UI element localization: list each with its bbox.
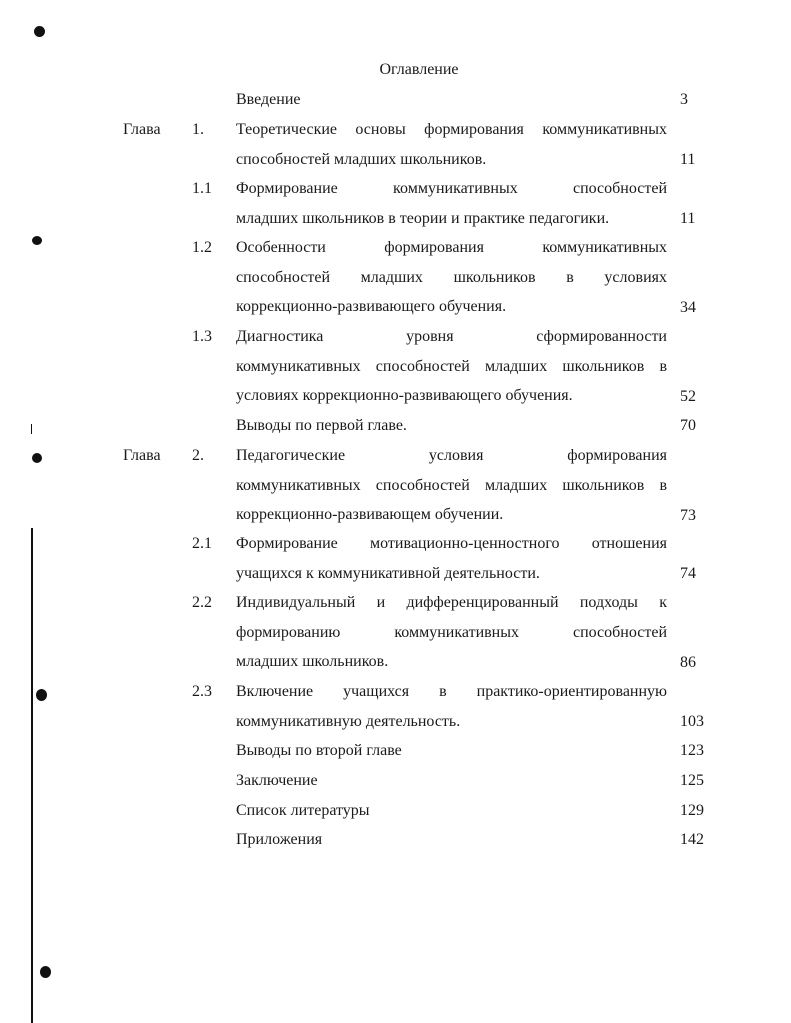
entry-page: 3 <box>680 91 688 108</box>
entry-chapter-label: Глава <box>123 447 161 464</box>
entry-title-line: коррекционно-развивающем обучении. <box>236 506 504 524</box>
entry-title-line: Заключение <box>236 772 318 789</box>
entry-number: 1.1 <box>192 180 212 197</box>
entry-title-line: способностей младших школьников. <box>236 150 487 168</box>
toc-entry <box>0 322 791 405</box>
entry-title <box>236 736 667 766</box>
entry-number: 2. <box>192 447 204 464</box>
entry-title-line: коррекционно-развивающего обучения. <box>236 298 507 316</box>
entry-title-line: Введение <box>236 91 301 108</box>
entry-page: 11 <box>680 151 696 168</box>
entry-title-line: коммуникативных способностей младших школьников в <box>236 357 667 375</box>
entry-page: 74 <box>680 565 696 582</box>
entry-title-line: Формирование коммуникативных способностей <box>236 180 667 197</box>
entry-title-line: Выводы по первой главе. <box>236 417 407 434</box>
entry-title <box>236 322 667 411</box>
entry-page: 73 <box>680 507 696 524</box>
entry-page: 142 <box>680 831 704 848</box>
entry-title <box>236 441 667 530</box>
entry-page: 129 <box>680 802 704 819</box>
entry-title <box>236 174 667 233</box>
entry-title <box>236 233 667 322</box>
toc-entry <box>0 115 791 168</box>
toc-entry <box>0 441 791 524</box>
entry-number: 2.3 <box>192 683 212 700</box>
entry-title-line: Диагностика уровня сформированности <box>236 328 667 345</box>
entry-title-line: Формирование мотивационно-ценностного отношения <box>236 535 667 552</box>
entry-title <box>236 115 667 174</box>
entry-title <box>236 588 667 677</box>
toc-entry <box>0 233 791 316</box>
entry-number: 1. <box>192 121 204 138</box>
scan-mark <box>32 453 42 463</box>
toc-entry <box>0 796 791 826</box>
entry-title-line: Выводы по второй главе <box>236 742 402 759</box>
toc-entry <box>0 766 791 796</box>
scan-mark <box>40 966 51 978</box>
scan-mark <box>36 689 47 701</box>
entry-number: 2.1 <box>192 535 212 552</box>
entry-title-line: Список литературы <box>236 802 370 819</box>
entry-title-line: формированию коммуникативных способностей <box>236 623 667 641</box>
entry-title-line: Индивидуальный и дифференцированный подходы к <box>236 594 667 611</box>
entry-title-line: коммуникативных способностей младших школьников в <box>236 476 667 494</box>
entry-title-line: Педагогические условия формирования <box>236 447 667 464</box>
entry-chapter-label: Глава <box>123 121 161 138</box>
scan-edge-line <box>31 424 32 434</box>
entry-title-line: Теоретические основы формирования коммуникативных <box>236 121 667 138</box>
toc-entry <box>0 825 791 855</box>
entry-title-line: младших школьников. <box>236 653 389 671</box>
entry-page: 52 <box>680 388 696 405</box>
entry-title-line: младших школьников в теории и практике педагогики. <box>236 209 610 227</box>
entry-page: 86 <box>680 654 696 671</box>
entry-title-line: условиях коррекционно-развивающего обучения. <box>236 387 573 405</box>
toc-entry <box>0 85 791 115</box>
toc-entry <box>0 174 791 227</box>
entry-title <box>236 677 667 736</box>
entry-number: 1.3 <box>192 328 212 345</box>
entry-title <box>236 529 667 588</box>
entry-title-line: коммуникативную деятельность. <box>236 712 461 730</box>
entry-page: 34 <box>680 299 696 316</box>
entry-number: 1.2 <box>192 239 212 256</box>
entry-title <box>236 825 667 855</box>
toc-title: Оглавление <box>379 61 459 78</box>
entry-page: 70 <box>680 417 696 434</box>
entry-title <box>236 411 667 441</box>
entry-title-line: способностей младших школьников в условиях <box>236 268 667 286</box>
toc-entry <box>0 529 791 582</box>
toc-entry <box>0 677 791 730</box>
entry-page: 123 <box>680 742 704 759</box>
entry-title-line: учащихся к коммуникативной деятельности. <box>236 564 540 582</box>
entry-title <box>236 85 667 115</box>
entry-title-line: Приложения <box>236 831 323 848</box>
toc-entry <box>0 736 791 766</box>
scan-mark <box>32 236 42 245</box>
toc-entry <box>0 588 791 671</box>
entry-page: 11 <box>680 210 696 227</box>
entry-title <box>236 766 667 796</box>
scan-mark <box>34 26 45 37</box>
entry-title-line: Включение учащихся в практико-ориентированную <box>236 683 667 700</box>
entry-page: 125 <box>680 772 704 789</box>
toc-entry <box>0 411 791 441</box>
entry-title <box>236 796 667 826</box>
entry-number: 2.2 <box>192 594 212 611</box>
entry-title-line: Особенности формирования коммуникативных <box>236 239 667 256</box>
scan-edge-line <box>31 528 33 1023</box>
entry-page: 103 <box>680 713 704 730</box>
